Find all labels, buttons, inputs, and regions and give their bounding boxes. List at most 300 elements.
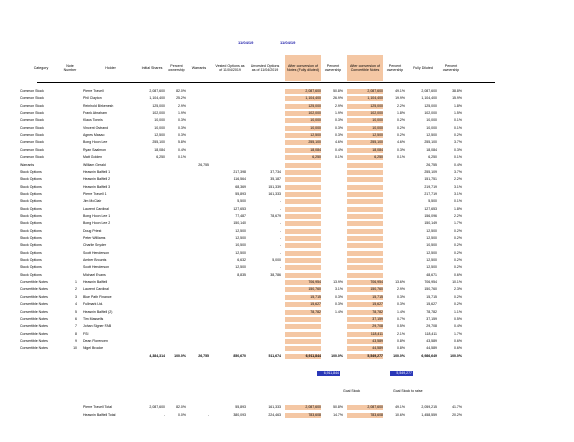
- cell-pct1: 82.0%: [176, 89, 186, 93]
- cell-initial: 1,104,400: [149, 96, 165, 101]
- cell-pct2: 13.9%: [333, 280, 343, 285]
- cell-fully: 102,000: [424, 111, 437, 116]
- cell-initial: [139, 258, 165, 263]
- cell-holder: Fullmark Ltd.: [83, 302, 104, 307]
- cell-pct3: [385, 199, 405, 204]
- cell-category: Convertible Notes: [20, 346, 48, 351]
- cell-holder: Heasnin Balfiell 2: [83, 177, 111, 182]
- cell-warrants: [189, 332, 209, 337]
- cell-holder: Pierre Travell 1: [83, 191, 107, 196]
- cell-vested: 5,500: [237, 199, 246, 204]
- cell-note: 9: [75, 338, 77, 343]
- cell-pct1: 0.1%: [178, 155, 186, 160]
- cell-pct4: 0.4%: [454, 162, 462, 167]
- cell-holder: Frank Abraham: [83, 111, 107, 116]
- cell-pct4: 0.1%: [454, 199, 462, 204]
- cell-after_conv: 6,911,844: [285, 354, 321, 359]
- cell-unvested: 224,463: [268, 413, 281, 417]
- cell-holder: Peter Williams: [83, 236, 106, 240]
- cell-pct4: 20.2%: [452, 413, 462, 417]
- cell-note: 7: [75, 324, 77, 329]
- column-header-unvested: Unvested Options as of 11/04/2019: [250, 64, 280, 72]
- cell-pct2: [323, 346, 343, 351]
- cell-fully: 12,500: [426, 265, 437, 270]
- cell-pct2: 50.8%: [333, 89, 343, 93]
- cell-fully: 26,755: [426, 162, 437, 167]
- cell-after_conv2: 6,250: [347, 155, 383, 160]
- table-row: [17, 229, 567, 234]
- cell-warrants: [189, 229, 209, 234]
- cell-pct4: 0.2%: [454, 302, 462, 307]
- cell-warrants: [189, 346, 209, 351]
- cell-unvested: 161,333: [268, 405, 281, 409]
- table-row: [17, 251, 567, 256]
- cell-pct1: 100.0%: [174, 353, 186, 358]
- cell-holder: Bong Hoon Lee 2: [83, 221, 111, 226]
- cell-after_conv: [285, 192, 321, 197]
- cell-pct3: 0.7%: [397, 316, 405, 321]
- cell-vested: [214, 118, 246, 123]
- cell-initial: 10,000: [154, 118, 165, 123]
- cell-fully: 255,100: [424, 140, 437, 145]
- cell-note: [63, 405, 77, 410]
- cell-initial: 6,250: [156, 155, 165, 160]
- cell-fully: 127,653: [424, 206, 437, 211]
- cell-holder: Laurent Cardinal: [83, 206, 109, 211]
- cell-pct1: [167, 265, 186, 270]
- cell-note: [63, 251, 77, 256]
- cell-fully: 255,109: [424, 169, 437, 174]
- cell-warrants: [189, 104, 209, 109]
- cell-after_conv: [285, 265, 321, 270]
- cell-pct3: 49.1%: [395, 405, 405, 409]
- cell-unvested: -: [279, 243, 281, 248]
- cell-pct3: 0.8%: [397, 338, 405, 343]
- cell-pct3: 0.3%: [397, 147, 405, 152]
- cell-note: [63, 126, 77, 131]
- cell-after_conv: [285, 324, 321, 329]
- cell-after_conv: [285, 339, 321, 344]
- cell-unvested: 5,000: [272, 258, 281, 263]
- table-row: [17, 221, 567, 226]
- cell-pct4: 0.1%: [454, 155, 462, 160]
- cell-fully: 12,500: [426, 228, 437, 233]
- cell-category: [20, 405, 62, 410]
- table-row: [17, 96, 567, 101]
- cell-note: [63, 104, 77, 109]
- cell-after_conv: 12,500: [285, 133, 321, 138]
- cell-after_conv2: [347, 199, 383, 204]
- cell-holder: Bong Hoon Lee 1: [83, 213, 111, 218]
- cell-warrants: [189, 310, 209, 315]
- cell-warrants: [189, 214, 209, 219]
- cell-unvested: 511,674: [268, 353, 281, 358]
- cell-holder: Doug Priest: [83, 228, 102, 233]
- cell-note: [63, 185, 77, 190]
- cell-fully: 5,500: [428, 199, 437, 204]
- cell-unvested: [249, 295, 281, 300]
- cell-after_conv: 255,100: [285, 140, 321, 145]
- cell-pct1: [167, 170, 186, 175]
- cell-unvested: [249, 89, 281, 94]
- cell-warrants: [189, 111, 209, 116]
- cell-after_conv: 125,000: [285, 104, 321, 109]
- cell-unvested: -: [279, 228, 281, 233]
- cell-after_conv: 150,760: [285, 287, 321, 292]
- cell-note: 2: [75, 287, 77, 292]
- cell-note: 1: [75, 280, 77, 285]
- cell-warrants: [189, 243, 209, 248]
- cell-after_conv: [285, 163, 321, 168]
- cell-warrants: [189, 133, 209, 138]
- cell-pct4: 1.7%: [454, 221, 462, 226]
- cell-pct2: [323, 177, 343, 182]
- cell-vested: [214, 89, 246, 94]
- cell-warrants: [189, 155, 209, 160]
- cell-pct1: [167, 287, 186, 292]
- cell-pct2: 1.4%: [335, 309, 343, 314]
- cell-after_conv: [285, 236, 321, 241]
- cell-after_conv2: [347, 163, 383, 168]
- cell-initial: [139, 185, 165, 190]
- table-row: [17, 104, 567, 109]
- cell-initial: [139, 324, 165, 329]
- cell-pct3: 10.6%: [395, 413, 405, 417]
- cell-pct3: 0.3%: [397, 302, 405, 307]
- cell-pct1: 5.8%: [178, 140, 186, 145]
- cell-pct3: [385, 258, 405, 263]
- cell-vested: 217,398: [233, 169, 246, 174]
- blue-subtotal-2: 5,549,277: [390, 371, 413, 376]
- cell-initial: [139, 317, 165, 322]
- cell-fully: 6,250: [428, 155, 437, 160]
- cell-pct3: [385, 170, 405, 175]
- cell-fully: 10,000: [426, 118, 437, 123]
- cell-fully: 37,159: [426, 316, 437, 321]
- cell-after_conv: [285, 199, 321, 204]
- cell-pct3: [385, 214, 405, 219]
- cell-after_conv: [285, 317, 321, 322]
- cell-after_conv: [285, 170, 321, 175]
- cell-pct2: 14.7%: [333, 413, 343, 417]
- cell-after_conv: 706,954: [285, 280, 321, 285]
- cell-vested: 12,500: [235, 228, 246, 233]
- cell-pct1: [167, 258, 186, 263]
- cell-after_conv: [285, 185, 321, 190]
- cell-pct3: [385, 251, 405, 256]
- cell-unvested: [249, 104, 281, 109]
- cell-pct3: 0.2%: [397, 133, 405, 138]
- cell-warrants: -: [207, 413, 209, 417]
- cell-pct1: [167, 324, 186, 329]
- cell-unvested: -: [279, 206, 281, 211]
- cell-pct1: [167, 199, 186, 204]
- cell-pct1: [167, 339, 186, 344]
- cell-after_conv: 15,627: [285, 302, 321, 307]
- table-row: [17, 148, 567, 153]
- cell-fully: 10,000: [426, 125, 437, 130]
- cell-warrants: [189, 295, 209, 300]
- column-header-pct1: Percent ownership: [168, 64, 185, 72]
- cell-note: [63, 111, 77, 116]
- cell-pct2: [323, 221, 343, 226]
- cell-pct4: 0.6%: [454, 346, 462, 351]
- cell-pct2: [323, 207, 343, 212]
- cell-fully: 29,708: [426, 324, 437, 329]
- cell-holder: Dean Florencen: [83, 338, 108, 343]
- cell-warrants: [189, 280, 209, 285]
- cell-after_conv2: 150,760: [347, 287, 383, 292]
- cell-pct1: [167, 273, 186, 278]
- column-header-fully: Fully Diluted: [413, 66, 433, 70]
- cell-pct4: 0.2%: [454, 250, 462, 255]
- cell-vested: 12,500: [235, 236, 246, 240]
- cell-note: [63, 236, 77, 241]
- cell-pct3: [385, 221, 405, 226]
- cell-category: Stock Options: [20, 272, 42, 277]
- cell-pct4: 3.7%: [454, 169, 462, 174]
- cell-holder: Scott Henderson: [83, 265, 110, 270]
- header-divider: [37, 82, 495, 83]
- cell-pct4: 0.5%: [454, 316, 462, 321]
- table-row: [17, 126, 567, 131]
- table-row: [17, 170, 567, 175]
- cell-pct4: 3.7%: [454, 140, 462, 145]
- cell-pct2: [323, 324, 343, 329]
- date-label-2: 11/04/19: [280, 40, 296, 45]
- cell-pct4: 0.1%: [454, 118, 462, 123]
- cell-initial: [139, 207, 165, 212]
- cell-warrants: [189, 302, 209, 307]
- cell-after_conv2: 5,549,277: [347, 354, 383, 359]
- cell-initial: 102,000: [152, 111, 165, 116]
- column-header-warrants: Warrants: [191, 66, 207, 70]
- cell-note: [63, 273, 77, 278]
- cell-unvested: -: [279, 199, 281, 204]
- cell-pct3: 2.9%: [397, 287, 405, 292]
- cell-category: Convertible Notes: [20, 287, 48, 292]
- cell-pct4: 15.9%: [452, 96, 462, 101]
- cell-pct2: 0.3%: [335, 133, 343, 138]
- cell-pct3: 0.5%: [397, 324, 405, 329]
- cell-pct2: 0.3%: [335, 302, 343, 307]
- cell-vested: [214, 287, 246, 292]
- cell-after_conv2: 2,087,600: [347, 405, 383, 410]
- cell-category: Stock Options: [20, 228, 42, 233]
- cell-unvested: [249, 111, 281, 116]
- cell-fully: 118,411: [424, 331, 437, 336]
- cell-holder: [83, 354, 138, 359]
- cell-pct4: 0.1%: [454, 125, 462, 130]
- cell-after_conv2: 37,159: [347, 317, 383, 322]
- table-row: [17, 89, 567, 94]
- table-row: [17, 265, 567, 270]
- cell-holder: Matt Golden: [83, 155, 103, 160]
- cell-fully: 217,719: [424, 191, 437, 196]
- cell-pct2: [323, 273, 343, 278]
- cell-after_conv2: [347, 258, 383, 263]
- table-row: [17, 287, 567, 292]
- cell-fully: 12,500: [426, 250, 437, 255]
- column-header-vested: Vested Options as of 11/04/2019: [215, 64, 245, 72]
- cell-note: [63, 229, 77, 234]
- cell-pct4: 38.8%: [452, 89, 462, 93]
- cell-unvested: [249, 126, 281, 131]
- cell-pct2: 4.6%: [335, 140, 343, 145]
- cell-unvested: [249, 310, 281, 315]
- cell-pct1: 0.3%: [178, 118, 186, 123]
- cell-category: Stock Options: [20, 265, 42, 270]
- cell-vested: 68,369: [235, 184, 246, 189]
- table-row: [17, 111, 567, 116]
- table-row: [17, 118, 567, 123]
- cell-pct3: 0.8%: [397, 346, 405, 351]
- cell-pct1: 25.2%: [176, 96, 186, 101]
- cell-pct2: 0.3%: [335, 294, 343, 299]
- cell-pct2: 0.1%: [335, 155, 343, 160]
- cell-category: Stock Options: [20, 250, 42, 255]
- cell-holder: Heasnin Balfiell 3: [83, 184, 111, 189]
- cell-after_conv: [285, 346, 321, 351]
- cell-after_conv2: [347, 229, 383, 234]
- cell-unvested: -: [279, 265, 281, 270]
- table-row: [17, 199, 567, 204]
- cell-category: Stock Options: [20, 236, 42, 240]
- cell-after_conv2: 78,782: [347, 310, 383, 315]
- cell-holder: Klaus Tonnis: [83, 118, 103, 123]
- cell-category: Convertible Notes: [20, 316, 48, 321]
- cell-warrants: [189, 405, 209, 410]
- cell-warrants: [189, 287, 209, 292]
- cell-pct1: [167, 229, 186, 234]
- cell-initial: 255,100: [152, 140, 165, 145]
- cell-unvested: [249, 302, 281, 307]
- cell-pct1: [167, 243, 186, 248]
- cell-category: Common Stock: [20, 155, 44, 160]
- cell-pct4: 1.7%: [454, 331, 462, 336]
- cell-warrants: [189, 251, 209, 256]
- cell-vested: 12,500: [235, 265, 246, 270]
- cell-pct3: 0.2%: [397, 125, 405, 130]
- cell-note: [63, 354, 77, 359]
- cell-vested: 380,093: [233, 413, 246, 417]
- cell-note: [63, 192, 77, 197]
- cell-pct2: [323, 229, 343, 234]
- cell-category: Common Stock: [20, 96, 44, 101]
- cell-note: 10: [73, 346, 77, 351]
- cell-initial: [139, 163, 165, 168]
- cell-unvested: [249, 96, 281, 101]
- cell-vested: [214, 148, 246, 153]
- cell-holder: William Gerald: [83, 162, 106, 167]
- cell-pct3: [385, 243, 405, 248]
- cell-category: Stock Options: [20, 206, 42, 211]
- cell-pct4: 0.2%: [454, 258, 462, 263]
- cell-initial: [139, 295, 165, 300]
- cell-category: Common Stock: [20, 133, 44, 138]
- cell-pct4: 0.4%: [454, 324, 462, 329]
- table-row: [17, 310, 567, 315]
- cell-after_conv: 2,087,600: [285, 405, 321, 410]
- cell-after_conv2: [347, 192, 383, 197]
- cell-warrants: [189, 207, 209, 212]
- cell-pct3: [385, 229, 405, 234]
- cell-pct3: 0.1%: [397, 155, 405, 160]
- cell-category: Common Stock: [20, 111, 44, 116]
- cell-note: [63, 155, 77, 160]
- footer-total-row: [17, 413, 567, 418]
- cell-pct3: [385, 177, 405, 182]
- cell-after_conv: [285, 273, 321, 278]
- cell-note: [63, 265, 77, 270]
- cell-initial: [139, 192, 165, 197]
- cell-vested: [214, 133, 246, 138]
- table-row: [17, 236, 567, 241]
- cell-after_conv2: 125,000: [347, 104, 383, 109]
- cell-note: [63, 133, 77, 138]
- cell-pct3: 1.8%: [397, 111, 405, 116]
- cell-unvested: -: [279, 250, 281, 255]
- cell-unvested: [249, 133, 281, 138]
- cell-after_conv: 102,000: [285, 111, 321, 116]
- cell-pct2: 0.3%: [335, 125, 343, 130]
- cell-holder: Heasnin Balfiell: [83, 280, 108, 285]
- cell-vested: [214, 111, 246, 116]
- cell-pct1: 82.0%: [176, 405, 186, 409]
- cell-warrants: [189, 265, 209, 270]
- column-header-after_conv: After conversion of Notes (Fully diluted): [285, 55, 321, 81]
- cell-initial: [139, 310, 165, 315]
- cell-fully: 6,986,649: [421, 353, 437, 358]
- cell-after_conv: [285, 251, 321, 256]
- cell-after_conv2: 783,608: [347, 413, 383, 418]
- cell-after_conv: 10,000: [285, 126, 321, 131]
- cell-note: [63, 207, 77, 212]
- cell-pct2: 2.9%: [335, 103, 343, 108]
- cell-warrants: [189, 177, 209, 182]
- cell-unvested: [249, 148, 281, 153]
- cell-warrants: [189, 118, 209, 123]
- cell-note: 4: [75, 302, 77, 307]
- cell-after_conv2: 1,104,400: [347, 96, 383, 101]
- cell-pct1: [167, 251, 186, 256]
- cell-vested: [214, 302, 246, 307]
- cell-fully: 15,715: [426, 294, 437, 299]
- cell-unvested: [249, 118, 281, 123]
- column-header-holder: Holder: [105, 66, 116, 70]
- cell-warrants: [189, 140, 209, 145]
- cell-after_conv2: 10,000: [347, 118, 383, 123]
- date-label-1: 11/04/19: [238, 40, 254, 45]
- blue-subtotal: 6,911,844: [317, 371, 340, 376]
- cell-fully: 2,087,600: [421, 89, 437, 93]
- cell-warrants: [189, 185, 209, 190]
- table-row: [17, 207, 567, 212]
- cell-pct2: [323, 214, 343, 219]
- cell-category: Convertible Notes: [20, 331, 48, 336]
- cell-pct1: [167, 177, 186, 182]
- cell-note: [63, 163, 77, 168]
- cell-fully: 156,096: [424, 213, 437, 218]
- table-row: [17, 324, 567, 329]
- cell-pct3: 19.9%: [395, 96, 405, 101]
- cell-warrants: [189, 339, 209, 344]
- cell-holder: Amber Brounts: [83, 258, 107, 263]
- cell-category: Stock Options: [20, 243, 42, 248]
- cell-category: Stock Options: [20, 177, 42, 182]
- cell-warrants: [189, 258, 209, 263]
- cell-pct4: 0.6%: [454, 272, 462, 277]
